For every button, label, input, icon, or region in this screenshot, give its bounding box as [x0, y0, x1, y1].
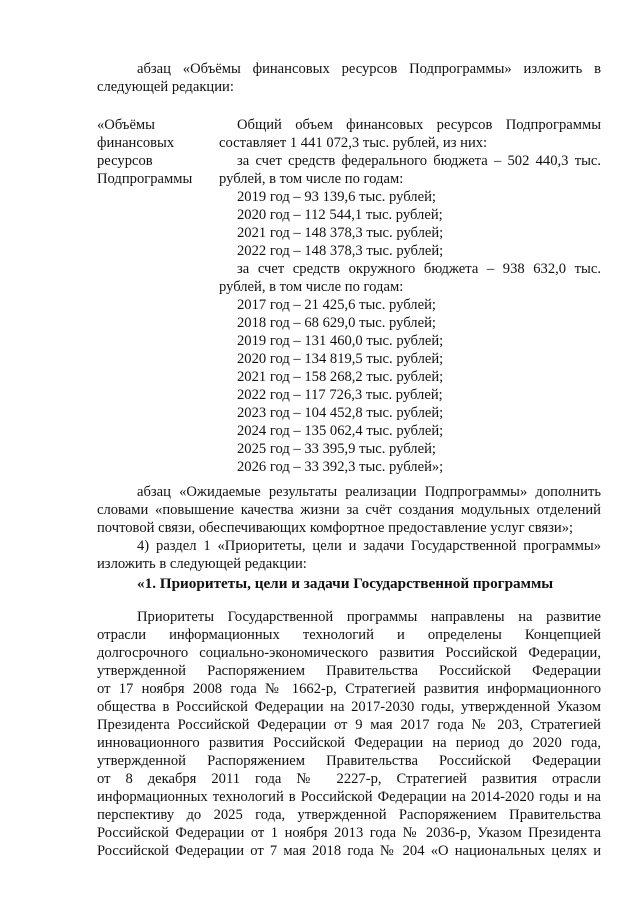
- table-content-line: 2020 год – 134 819,5 тыс. рублей;: [237, 351, 444, 367]
- table-content-line: 2022 год – 117 726,3 тыс. рублей;: [237, 387, 443, 403]
- table-content-line: 2018 год – 68 629,0 тыс. рублей;: [237, 315, 436, 331]
- table-label-line: «Объёмы: [97, 117, 155, 133]
- section-heading: «1. Приоритеты, цели и задачи Государственной программы: [137, 575, 554, 592]
- table-content-line: 2021 год – 148 378,3 тыс. рублей;: [237, 225, 444, 241]
- table-label-line: финансовых: [97, 135, 175, 151]
- table-content-line: за счет средств окружного бюджета – 938 632,0 тыс.: [237, 261, 601, 277]
- body-line: общества в Российской Федерации на 2017-2030 годы, утвержденной Указом: [97, 699, 601, 715]
- body-line: перспективу до 2025 года, утвержденной Распоряжением Правительства: [97, 807, 601, 823]
- table-content-line: рублей, в том числе по годам:: [219, 171, 404, 187]
- body-line: отрасли информационных технологий и определены Концепцией: [97, 627, 601, 643]
- results-line: словами «повышение качества жизни за счёт создания модульных отделений: [97, 502, 601, 518]
- body-line: Российской Федерации от 1 ноября 2013 года № 2036-р, Указом Президента: [97, 825, 601, 841]
- table-content-line: за счет средств федерального бюджета – 502 440,3 тыс.: [237, 153, 601, 169]
- table-content-line: 2020 год – 112 544,1 тыс. рублей;: [237, 207, 443, 223]
- table-content-line: 2024 год – 135 062,4 тыс. рублей;: [237, 423, 444, 439]
- table-content-line: 2019 год – 131 460,0 тыс. рублей;: [237, 333, 444, 349]
- body-line: от 17 ноября 2008 года № 1662-р, Стратегией развития информационного: [97, 681, 601, 697]
- table-content-line: 2025 год – 33 395,9 тыс. рублей;: [237, 441, 436, 457]
- table-label-line: Подпрограммы: [97, 171, 193, 187]
- table-content-line: рублей, в том числе по годам:: [219, 279, 404, 295]
- table-content-line: 2023 год – 104 452,8 тыс. рублей;: [237, 405, 444, 421]
- table-content-line: 2022 год – 148 378,3 тыс. рублей;: [237, 243, 444, 259]
- table-content-line: 2019 год – 93 139,6 тыс. рублей;: [237, 189, 436, 205]
- table-content-line: 2026 год – 33 392,3 тыс. рублей»;: [237, 459, 444, 475]
- table-content-line: 2017 год – 21 425,6 тыс. рублей;: [237, 297, 436, 313]
- body-line: инновационного развития Российской Федерации на период до 2020 года,: [97, 735, 601, 751]
- section-line: изложить в следующей редакции:: [97, 556, 307, 572]
- table-content-line: 2021 год – 158 268,2 тыс. рублей;: [237, 369, 444, 385]
- intro-line-1: абзац «Объёмы финансовых ресурсов Подпрограммы» изложить в: [137, 61, 601, 77]
- table-content-line: Общий объем финансовых ресурсов Подпрограммы: [237, 117, 601, 133]
- results-line: почтовой связи, обеспечивающих комфортное предоставление услуг связи»;: [97, 520, 574, 536]
- body-line: Президента Российской Федерации от 9 мая 2017 года № 203, Стратегией: [97, 717, 601, 733]
- section-line: 4) раздел 1 «Приоритеты, цели и задачи Государственной программы»: [137, 538, 601, 554]
- body-line: долгосрочного социально-экономического развития Российской Федерации,: [97, 645, 601, 661]
- body-line: Российской Федерации от 7 мая 2018 года № 204 «О национальных целях и: [97, 843, 601, 859]
- body-line: утвержденной Распоряжением Правительства Российской Федерации: [97, 753, 601, 769]
- table-label-line: ресурсов: [97, 153, 153, 169]
- results-line: абзац «Ожидаемые результаты реализации Подпрограммы» дополнить: [137, 484, 601, 500]
- body-line: Приоритеты Государственной программы направлены на развитие: [137, 609, 601, 625]
- body-line: информационных технологий в Российской Федерации на 2014-2020 годы и на: [97, 789, 601, 805]
- intro-line-2: следующей редакции:: [97, 79, 234, 95]
- body-line: от 8 декабря 2011 года № 2227-р, Стратегией развития отрасли: [97, 771, 601, 787]
- table-content-line: составляет 1 441 072,3 тыс. рублей, из них:: [219, 135, 488, 151]
- body-line: утвержденной Распоряжением Правительства Российской Федерации: [97, 663, 601, 679]
